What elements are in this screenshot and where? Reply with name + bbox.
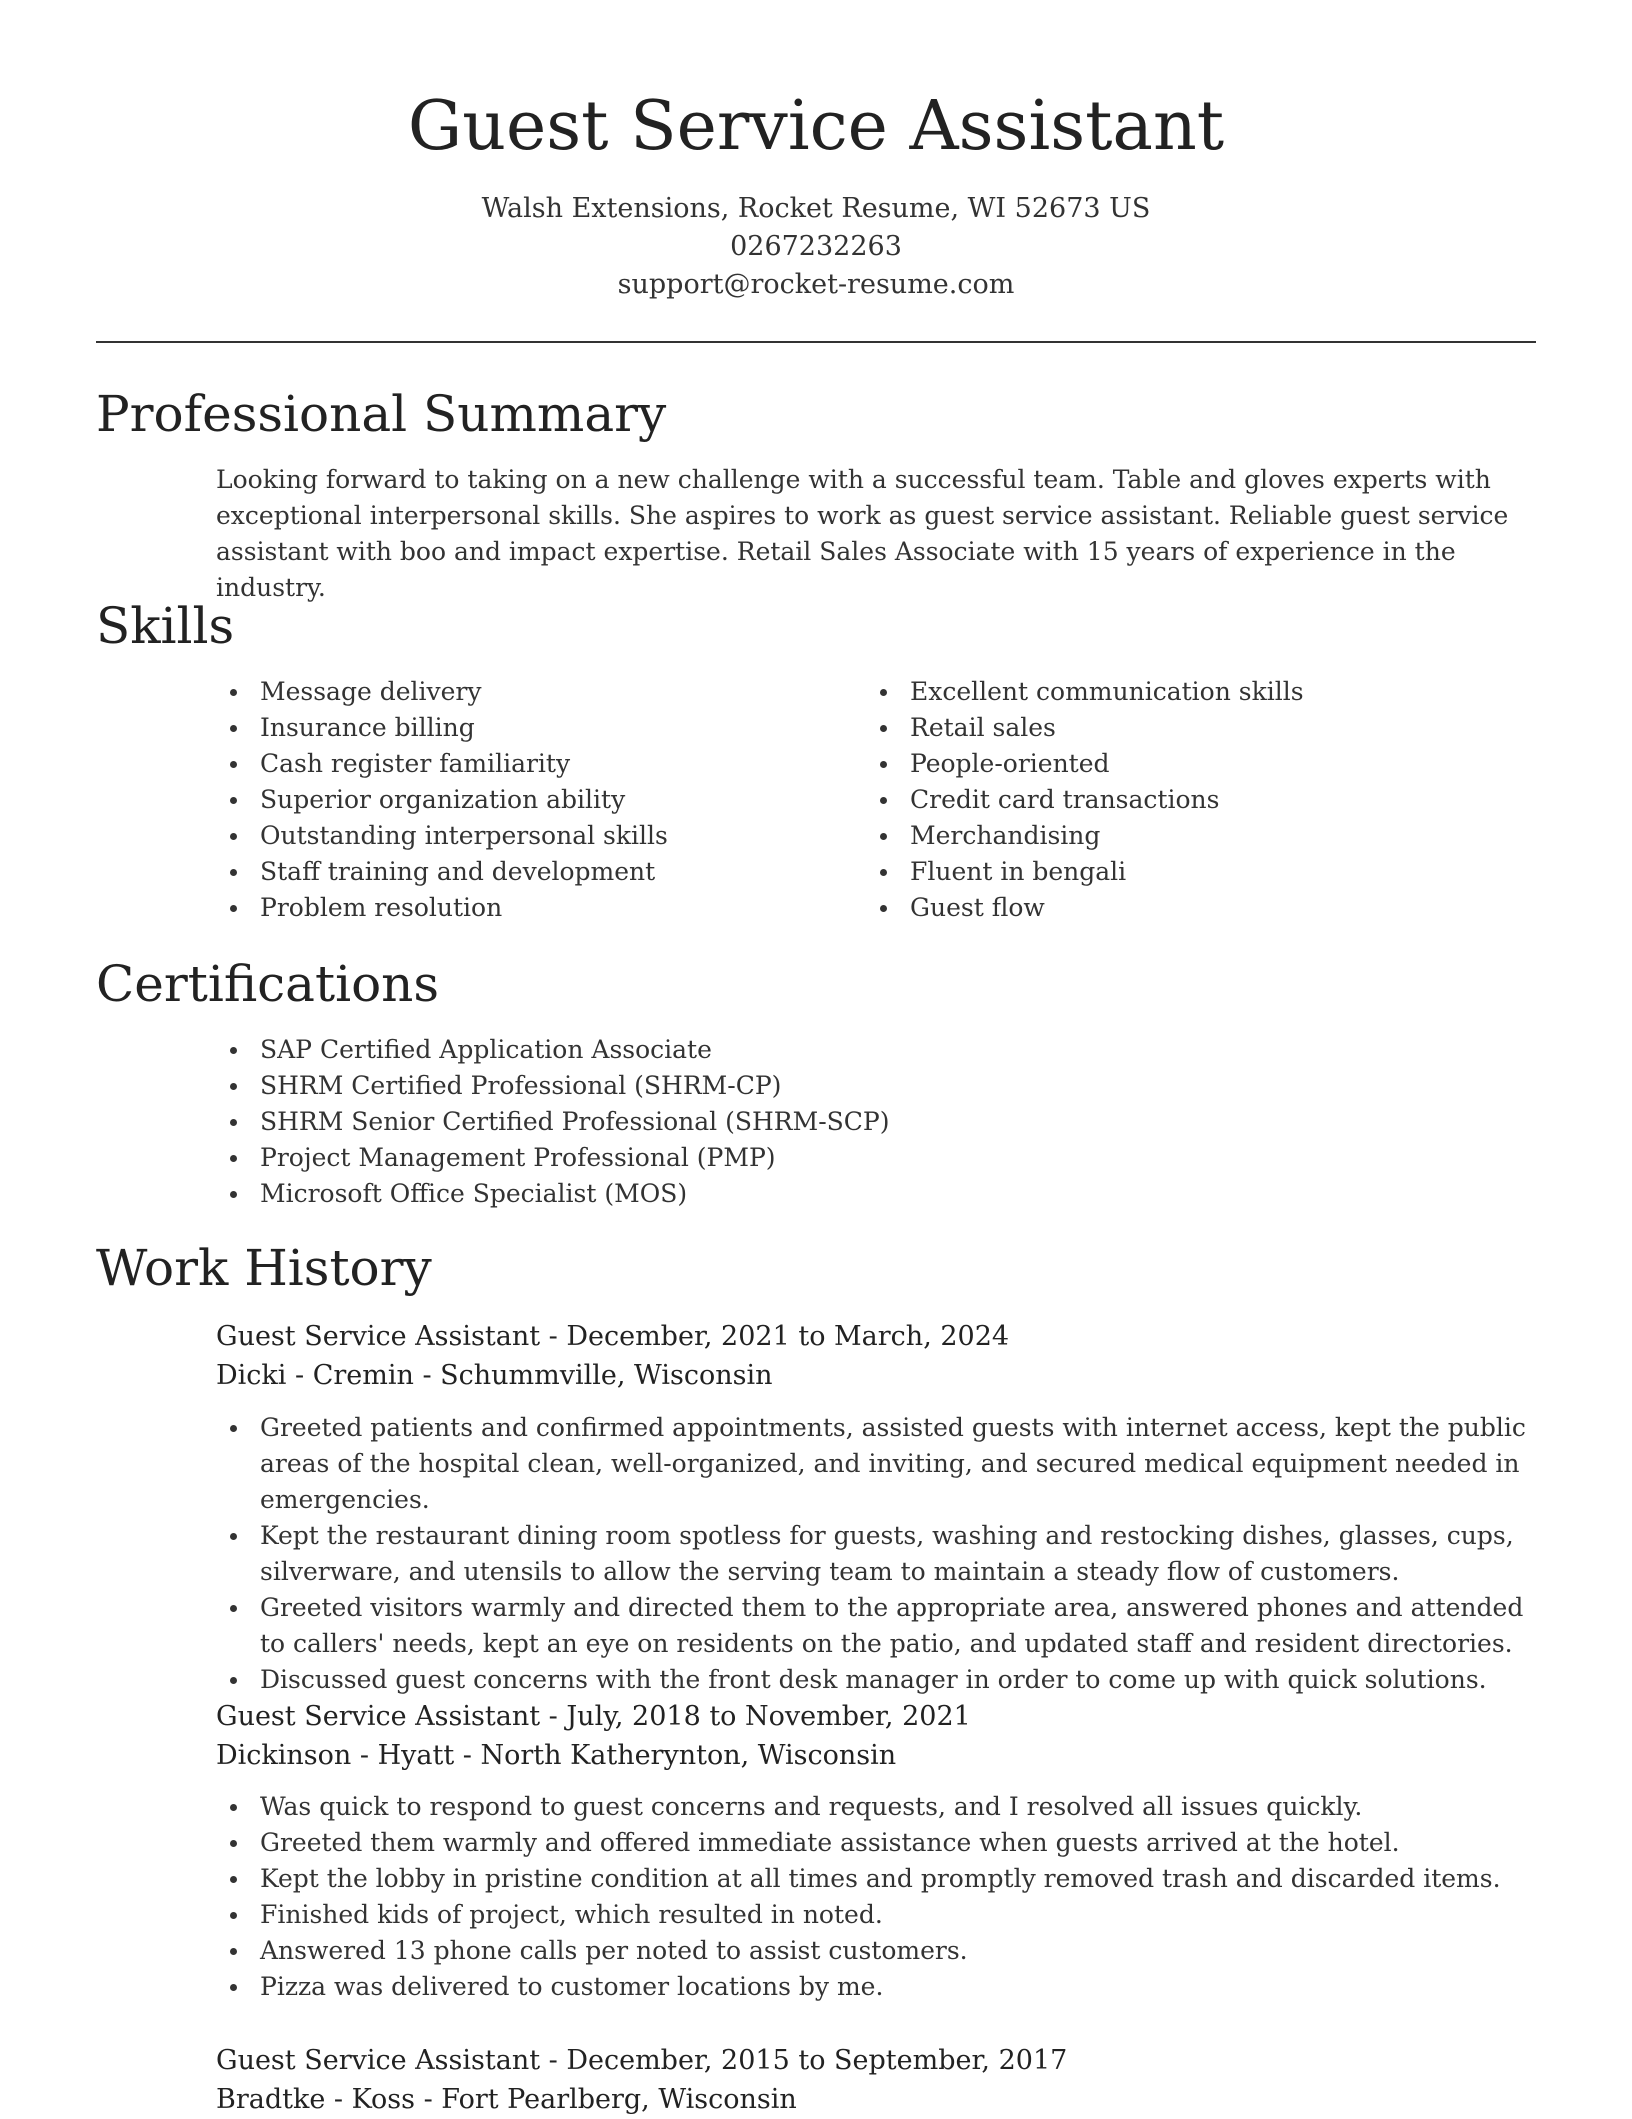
job-header (216, 1697, 1536, 1775)
list-item: Was quick to respond to guest concerns and requests, and I resolved all issues quickly. (216, 1789, 1536, 1825)
list-item: Greeted visitors warmly and directed them to the appropriate area, answered phones and attended to callers' needs, kept an eye on residents on the patio, and updated staff and resident directories. (216, 1590, 1536, 1662)
list-item: Fluent in bengali (866, 854, 1506, 890)
contact-block (96, 190, 1536, 304)
job-bullets (216, 1789, 1536, 2005)
header-divider (96, 341, 1536, 343)
list-item: Greeted patients and confirmed appointments, assisted guests with internet access, kept the public areas of the hospital clean, well-organized, and inviting, and secured medical equipment needed in emergencies. (216, 1410, 1536, 1518)
summary-text: Looking forward to taking on a new challenge with a successful team. Table and gloves experts with exceptional interpersonal skills. She aspires to work as guest service assistant. Reliable guest service assistant with boo and impact expertise. Retail Sales Associate with 15 years of experience in the industry. (216, 465, 1509, 602)
job-header (216, 2041, 1536, 2119)
list-item: Staff training and development (216, 854, 856, 890)
job-title-line: Guest Service Assistant - July, 2018 to November, 2021 (216, 1701, 971, 1732)
list-item: SAP Certified Application Associate (216, 1032, 1116, 1068)
skills-list-right (866, 674, 1506, 926)
list-item: Excellent communication skills (866, 674, 1506, 710)
list-item: Merchandising (866, 818, 1506, 854)
list-item: Greeted them warmly and offered immediate assistance when guests arrived at the hotel. (216, 1825, 1536, 1861)
list-item: Message delivery (216, 674, 856, 710)
certifications-heading: Certifications (96, 955, 440, 1013)
list-item: SHRM Certified Professional (SHRM-CP) (216, 1068, 1116, 1104)
address-text: Walsh Extensions, Rocket Resume, WI 52673 US (481, 193, 1151, 224)
skills-list-left (216, 674, 856, 926)
job-header (216, 1317, 1536, 1395)
list-item: SHRM Senior Certified Professional (SHRM-SCP) (216, 1104, 1116, 1140)
list-item: Insurance billing (216, 710, 856, 746)
list-item: Credit card transactions (866, 782, 1506, 818)
email-text: support@rocket-resume.com (617, 269, 1015, 300)
list-item: Superior organization ability (216, 782, 856, 818)
skills-heading: Skills (96, 597, 235, 655)
summary-heading: Professional Summary (96, 385, 667, 443)
list-item: Kept the restaurant dining room spotless for guests, washing and restocking dishes, glasses, cups, silverware, and utensils to allow the serving team to maintain a steady flow of customers. (216, 1518, 1536, 1590)
resume-header (96, 82, 1536, 304)
list-item: Finished kids of project, which resulted in noted. (216, 1897, 1536, 1933)
certifications-list (216, 1032, 1116, 1212)
list-item: People-oriented (866, 746, 1506, 782)
job-employer-line: Dickinson - Hyatt - North Katherynton, Wisconsin (216, 1740, 897, 1771)
list-item: Outstanding interpersonal skills (216, 818, 856, 854)
list-item: Answered 13 phone calls per noted to assist customers. (216, 1933, 1536, 1969)
page-title: Guest Service Assistant (407, 87, 1225, 166)
list-item: Cash register familiarity (216, 746, 856, 782)
list-item: Microsoft Office Specialist (MOS) (216, 1176, 1116, 1212)
job-title-line: Guest Service Assistant - December, 2015 to September, 2017 (216, 2045, 1068, 2076)
list-item: Pizza was delivered to customer locations by me. (216, 1969, 1536, 2005)
work-history-heading: Work History (96, 1239, 432, 1297)
job-employer-line: Dicki - Cremin - Schummville, Wisconsin (216, 1360, 773, 1391)
phone-text: 0267232263 (730, 231, 902, 262)
list-item: Kept the lobby in pristine condition at all times and promptly removed trash and discarded items. (216, 1861, 1536, 1897)
list-item: Discussed guest concerns with the front desk manager in order to come up with quick solutions. (216, 1662, 1536, 1698)
job-title-line: Guest Service Assistant - December, 2021 to March, 2024 (216, 1321, 1010, 1352)
job-employer-line: Bradtke - Koss - Fort Pearlberg, Wisconsin (216, 2084, 797, 2115)
list-item: Guest flow (866, 890, 1506, 926)
list-item: Project Management Professional (PMP) (216, 1140, 1116, 1176)
list-item: Problem resolution (216, 890, 856, 926)
job-bullets (216, 1410, 1536, 1698)
list-item: Retail sales (866, 710, 1506, 746)
